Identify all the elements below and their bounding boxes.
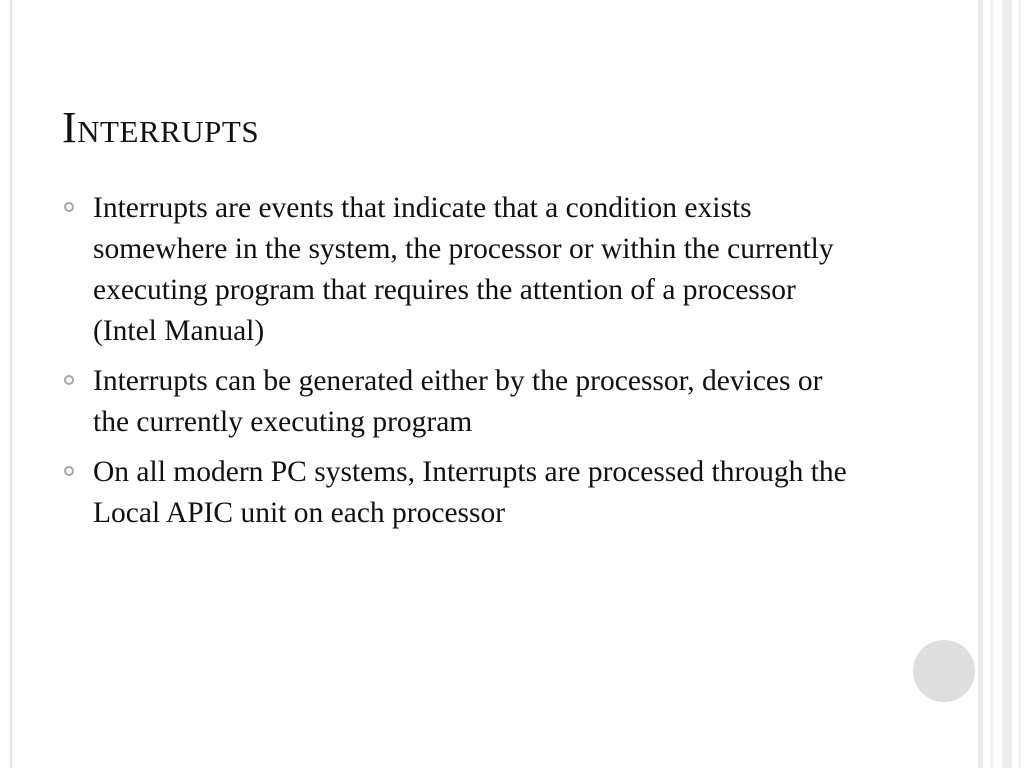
right-border-stripe [978, 0, 983, 768]
right-border-stripe [1018, 0, 1021, 768]
bullet-item [62, 361, 862, 443]
bullet-text: Interrupts are events that indicate that a condition exists somewhere in the system, the processor or within the currently executing program that requires the attention of a processor (Intel Manual) [93, 192, 834, 347]
right-border-stripe [1002, 0, 1012, 768]
right-border-stripe [990, 0, 993, 768]
circle-bullet-icon [64, 466, 74, 476]
bullet-text: On all modern PC systems, Interrupts are processed through the Local APIC unit on each processor [93, 456, 847, 529]
bullet-item [62, 452, 862, 534]
left-border-line [10, 0, 12, 768]
bullet-text: Interrupts can be generated either by the processor, devices or the currently executing program [93, 365, 823, 438]
bullet-item [62, 188, 862, 352]
circle-bullet-icon [64, 375, 74, 385]
slide-title: Interrupts [62, 103, 260, 152]
slide-nav-circle[interactable] [913, 640, 975, 702]
bullet-list [62, 188, 862, 543]
circle-bullet-icon [64, 202, 74, 212]
